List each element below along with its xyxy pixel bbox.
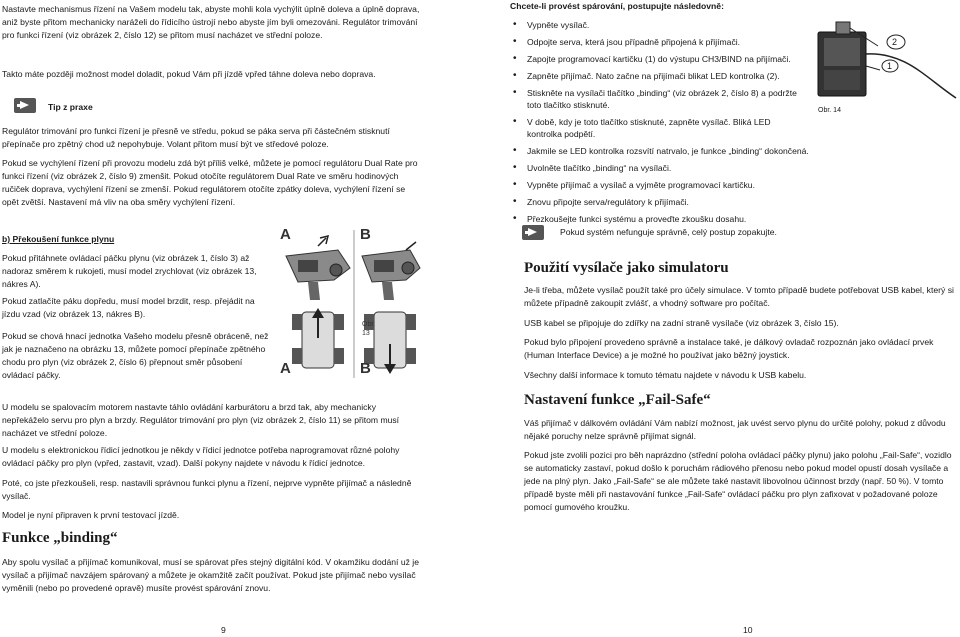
simulator-paragraph-1: Je-li třeba, můžete vysílač použít také pro účely simulace. V tomto případě budete potřebovat USB kabel, který si můžete případně zakoupit zvlášť, a vhodný software pro počítač. (524, 285, 954, 308)
combustion-paragraph: U modelu se spalovacím motorem nastavte táhlo ovládání karburátoru a brzd tak, aby mechanicky nepřekáželo servu pro plyn a brzdy. Regulátor trimování pro plyn (viz obrázek 2, číslo 11) se přitom musí nacházet ve střední poloze. (2, 402, 400, 438)
figure-label-b: B (360, 226, 371, 243)
figure-13-caption: Obr. 13 (362, 321, 376, 337)
throttle-paragraph-2: Pokud zatlačíte páku dopředu, musí model brzdit, resp. přejádit na jízdu vzad (viz obrázek 13, nákres B). (2, 296, 255, 319)
dual-rate-paragraph: Pokud se vychýlení řízení při provozu modelu zdá být příliš velké, můžete je pomocí regulátoru Dual Rate pro funkci řízení (viz obrázek 2, číslo 9) zmenšit. Pokud otočíte regulátorem Dual Rate ve směru hodinových ručiček doprava, vychýlení řízení se zmenší. Pokud regulátorem otočíte zpátky doleva, vychýlení řízení se opět zvětší. Nastavení má vliv na oba směry vychýlení řízení. (2, 158, 418, 207)
figure-13-drawing (278, 228, 422, 380)
figure-label-b-bottom: B (360, 360, 371, 377)
figure-14-caption: Obr. 14 (818, 107, 841, 114)
pairing-step: • V době, kdy je toto tlačítko stisknuté, zapněte vysílač. Bliká LED kontrolka podpětí. (511, 116, 801, 140)
note-text: Pokud systém nefunguje správně, celý postup zopakujte. (560, 227, 777, 237)
pairing-step: • Uvolněte tlačítko „binding“ na vysílači. (511, 162, 801, 174)
pairing-step: • Vypněte přijímač a vysílač a vyjměte programovací kartičku. (511, 179, 801, 191)
simulator-paragraph-2: USB kabel se připojuje do zdířky na zadní straně vysílače (viz obrázek 3, číslo 15). (524, 318, 839, 328)
pairing-step: • Vypněte vysílač. (511, 19, 801, 31)
failsafe-paragraph-2: Pokud jste zvolili pozici pro běh naprázdno (střední poloha ovládací páčky plynu) jako polohu „Fail-Safe“, vozidlo se automaticky zastaví, pokud došlo k poruchám rádiového přenosu nebo pokud model opustí dosah vysílače a jede na plný plyn. Jako „Fail-Safe“ se ale můžete také nastavit libovolnou účinnost brzdy (např. 50 %). V tomto případě byste měli při nastavování funkce „Fail-Safe“ ovládací páčku pro plyn zafixovat v požadované poloze pomocí gumového kroužku. (524, 450, 952, 512)
throttle-paragraph-1: Pokud přitáhnete ovládací páčku plynu (viz obrázek 1, číslo 3) až nadoraz směrem k rukojeti, musí model zrychlovat (viz obrázek 13, nákres A). (2, 253, 257, 289)
tip-title: Tip z praxe (48, 102, 93, 112)
electronic-paragraph: U modelu s elektronickou řídicí jednotkou je někdy v řídicí jednotce potřeba naprogramovat různé polohy ovládací páčky pro plyn (vpřed, zastavit, vzad). Další pokyny najdete v návodu k řídicí jednotce. (2, 445, 400, 468)
simulator-paragraph-3: Pokud bylo připojení provedeno správně a instalace také, je dálkový ovladač rozpoznán jako ovládací prvek (Human Interface Device) a je možné ho používat jako běžný joystick. (524, 337, 934, 360)
pairing-steps-list (511, 19, 809, 230)
tip-box (14, 98, 36, 117)
pairing-step: • Odpojte serva, která jsou případně připojená k přijímači. (511, 36, 801, 48)
throttle-paragraph-3: Pokud se chová hnací jednotka Vašeho modelu přesně obráceně, než jak je naznačeno na obrázku 13, můžete pomocí přepínače zpětného chodu pro plyn (viz obrázek 2, číslo 6) přepnout směr působení ovládací páčky. (2, 331, 269, 380)
binding-heading: Funkce „binding“ (2, 530, 118, 546)
failsafe-heading: Nastavení funkce „Fail-Safe“ (524, 392, 711, 408)
figure-14-callout-1: 1 (887, 61, 893, 71)
pairing-step: • Zapněte přijímač. Nato začne na přijímači blikat LED kontrolka (2). (511, 70, 801, 82)
failsafe-paragraph-1: Váš přijímač v dálkovém ovládání Vám nabízí možnost, jak uvést servo plynu do určité polohy, pokud z důvodu nějaké poruchy nelze správně přijímat signál. (524, 418, 946, 441)
figure-14 (816, 18, 960, 118)
page-number-right: 10 (743, 625, 753, 635)
pairing-heading: Chcete-li provést spárování, postupujte následovně: (510, 1, 724, 11)
adjust-later-paragraph: Takto máte později možnost model doladit, pokud Vám při jízdě vpřed táhne doleva nebo doprava. (2, 69, 376, 79)
binding-paragraph: Aby spolu vysílač a přijímač komunikoval, musí se spárovat přes stejný digitální kód. V okamžiku dodání už je vysílač a přijímač navzájem spárovaný a můžete je okamžitě začít používat. Pokud jste přijímač nebo vysílač vyměnili (nebo po provedené opravě) musíte provést spárování znovu. (2, 557, 419, 593)
intro-paragraph: Nastavte mechanismus řízení na Vašem modelu tak, abyste mohli kola vychýlit úplně doleva a úplně doprava, aniž byste přitom mechanicky naráželi do řídicího ústrojí nebo abyste jím byli omezováni. Regulátor trimování pro funkci řízení (viz obrázek 2, číslo 12) se přitom musí nacházet ve střední poloze. (2, 4, 420, 40)
figure-13 (278, 228, 422, 380)
ready-paragraph: Model je nyní připraven k první testovací jízdě. (2, 510, 180, 520)
pairing-step: • Znovu připojte serva/regulátory k přijímači. (511, 196, 801, 208)
simulator-heading: Použití vysílače jako simulatoru (524, 260, 729, 276)
pairing-step: • Zapojte programovací kartičku (1) do výstupu CH3/BIND na přijímači. (511, 53, 801, 65)
note-box (522, 225, 544, 244)
figure-label-a: A (280, 226, 291, 243)
after-test-paragraph: Poté, co jste přezkoušeli, resp. nastavili správnou funkci plynu a řízení, nejprve vypněte přijímač a následně vysílač. (2, 478, 412, 501)
tip-arrow-icon (14, 98, 36, 113)
pairing-step: • Jakmile se LED kontrolka rozsvítí natrvalo, je funkce „binding“ dokončená. (511, 145, 857, 157)
page-number-left: 9 (221, 625, 226, 635)
figure-14-callout-2: 2 (892, 37, 898, 47)
tip-text: Regulátor trimování pro funkci řízení je přesně ve středu, pokud se páka serva při částečném stisknutí přepínače pro zpětný chod už nepohybuje. Volant přitom musí být ve středové poloze. (2, 126, 390, 149)
simulator-paragraph-4: Všechny další informace k tomuto tématu najdete v návodu k USB kabelu. (524, 370, 807, 380)
note-arrow-icon (522, 225, 544, 240)
figure-label-a-bottom: A (280, 360, 291, 377)
throttle-heading: b) Překoušení funkce plynu (2, 234, 115, 244)
pairing-step: • Přezkoušejte funkci systému a proveďte zkoušku dosahu. (511, 213, 801, 225)
pairing-step: • Stiskněte na vysílači tlačítko „binding“ (viz obrázek 2, číslo 8) a podržte toto tlačítko stisknuté. (511, 87, 801, 111)
